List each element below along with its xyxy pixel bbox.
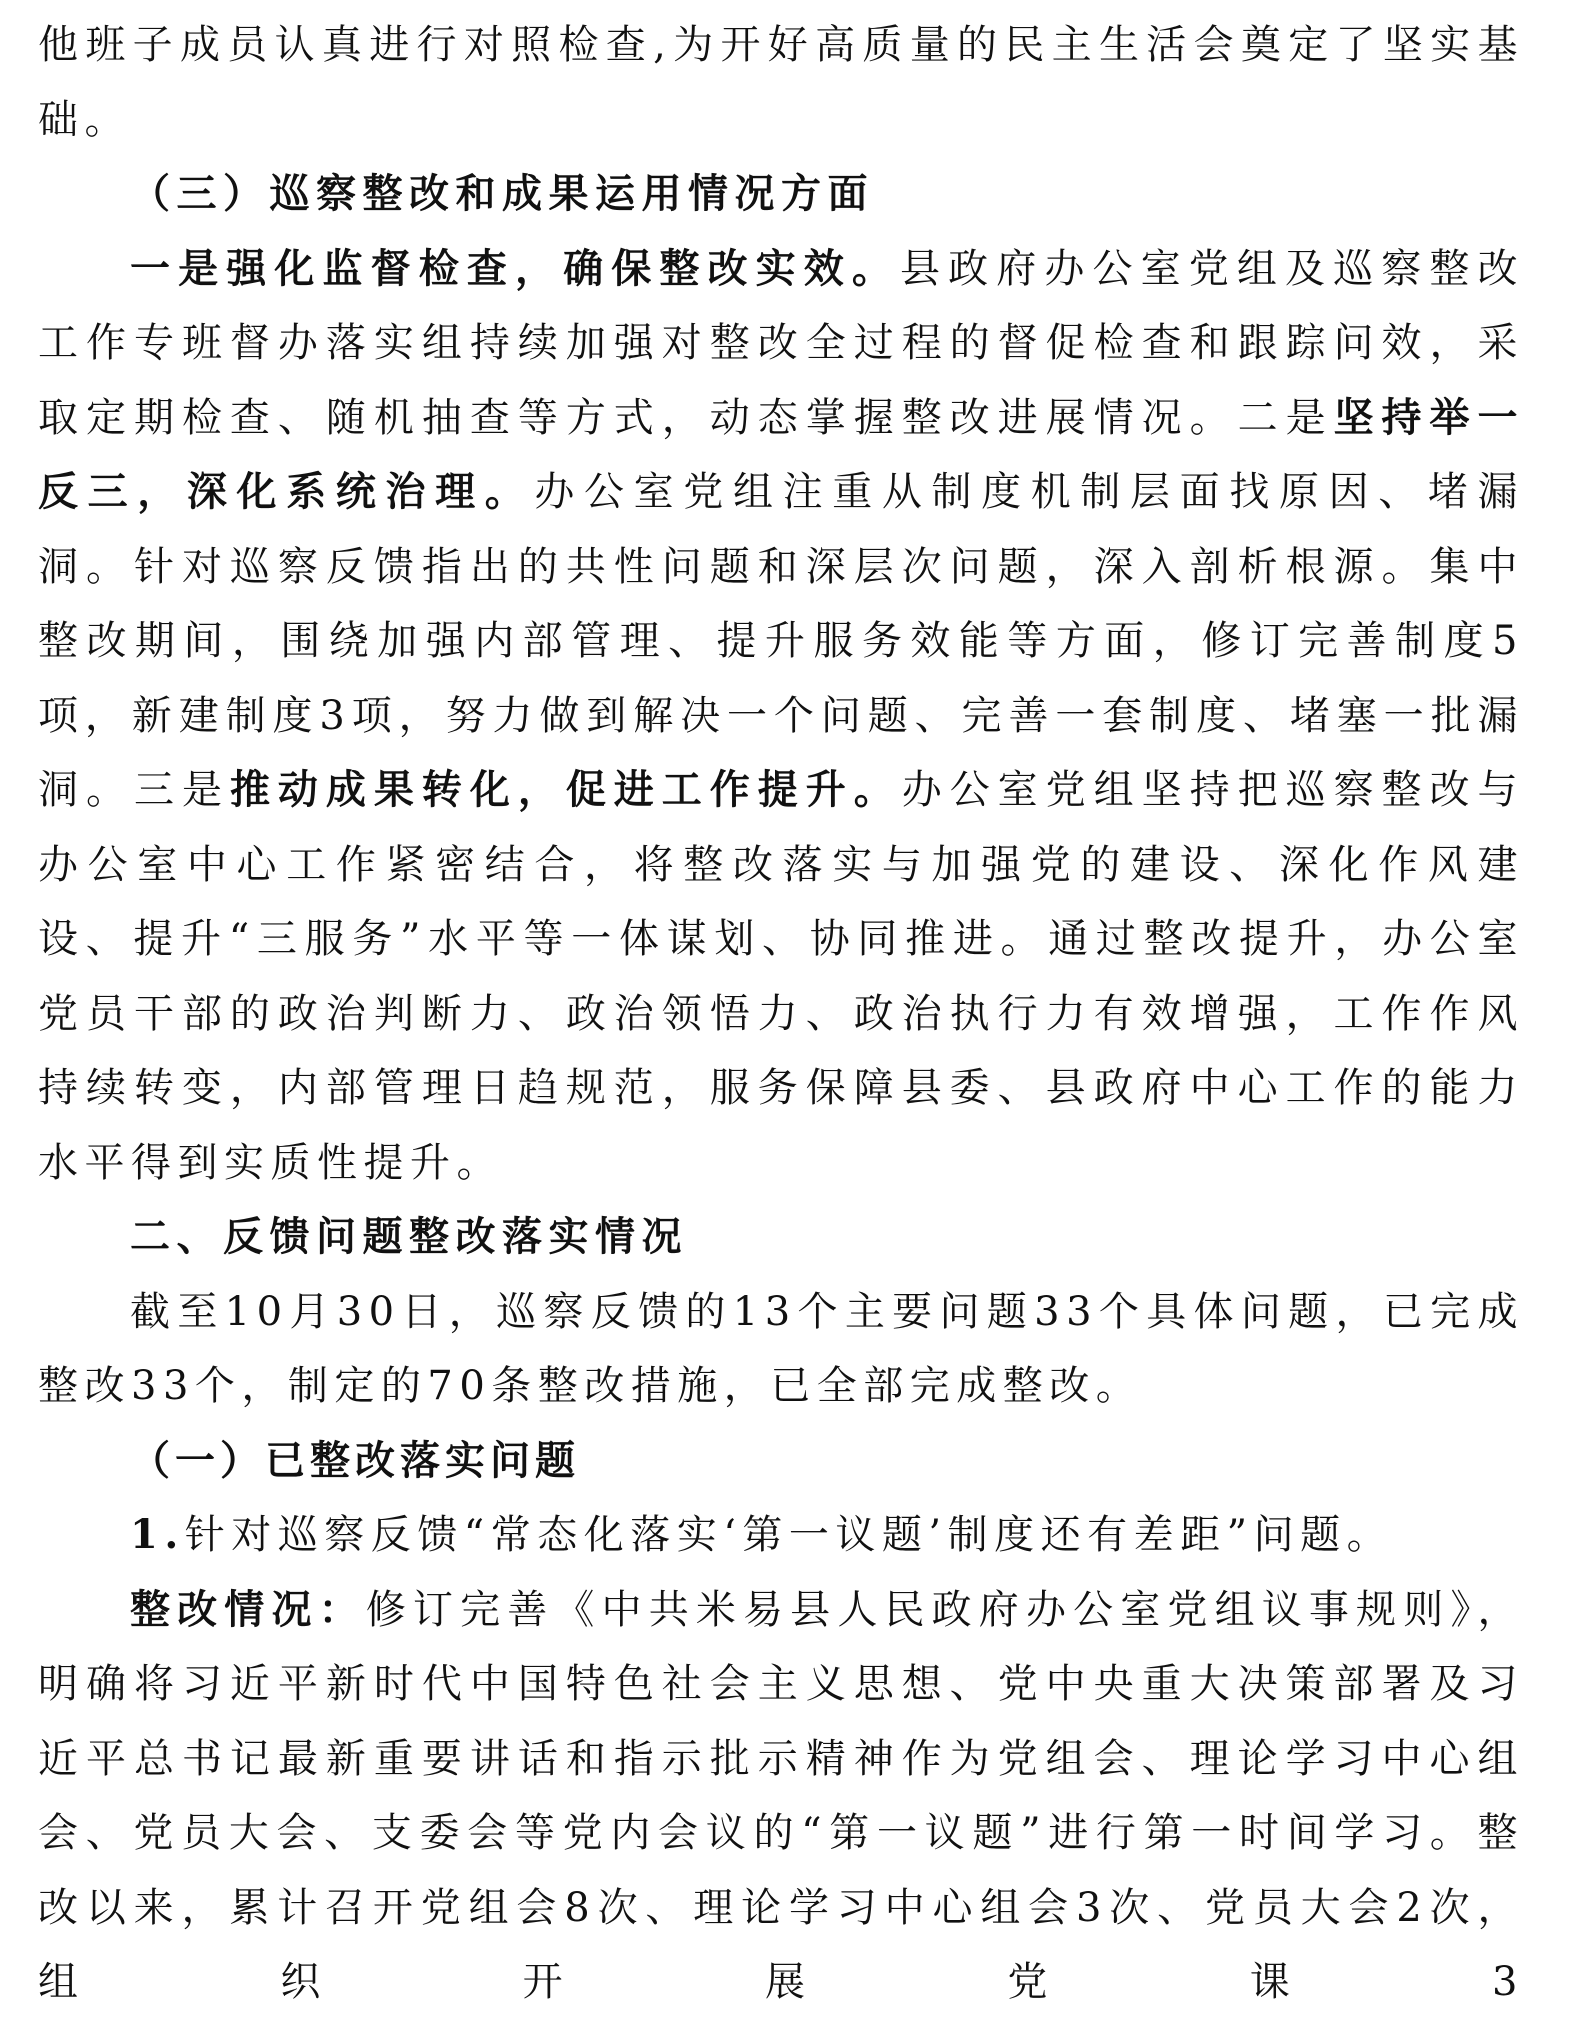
paragraph-rectification-status xyxy=(38,1573,1524,2020)
part-heading-2: 二、反馈问题整改落实情况 xyxy=(130,1213,688,1260)
paragraph-text-5: 办公室党组坚持把巡察整改与办公室中心工作紧密结合，将整改落实与加强党的建设、深化作风建设、提升“三服务”水平等一体谋划、协同推进。通过整改提升，办公室党员干部的政治判断力、政治领悟力、政治执行力有效增强，工作作风持续转变，内部管理日趋规范，服务保障县委、县政府中心工作的能力水平得到实质性提升。 xyxy=(38,767,1525,1186)
issue-number: 1. xyxy=(130,1511,185,1558)
subsection-heading-1: （一）已整改落实问题 xyxy=(130,1436,580,1484)
paragraph-rectification-measures xyxy=(38,232,1524,1201)
paragraph-continuation: 他班子成员认真进行对照检查,为开好高质量的民主生活会奠定了坚实基础。 xyxy=(38,22,1524,143)
status-text: 修订完善《中共米易县人民政府办公室党组议事规则》，明确将习近平新时代中国特色社会主义思想、党中央重大决策部署及习近平总书记最新重要讲话和指示批示精神作为党组会、理论学习中心组会、党员大会、支委会等党内会议的“第一议题”进行第一时间学习。整改以来，累计召开党组会8次、理论学习中心组会3次、党员大会2次，组织开展党课3 xyxy=(38,1586,1525,2005)
paragraph-issue-1 xyxy=(38,1498,1524,1573)
bold-lead-2: 坚持举一反三，深化系统治理。 xyxy=(38,393,1525,515)
paragraph-text-1: 县政府办公室党组及巡察整改工作专班督办落实组持续加强对整改全过程的督促检查和跟踪问效，采取定期检查、随机抽查等方式，动态掌握整改进展情况。 xyxy=(38,245,1524,441)
paragraph-text-2: 二是 xyxy=(1237,394,1334,441)
paragraph-progress-summary: 截至10月30日，巡察反馈的13个主要问题33个具体问题，已完成整改33个，制定的70条整改措施，已全部完成整改。 xyxy=(38,1288,1524,1409)
bold-lead-1: 一是强化监督检查，确保整改实效。 xyxy=(130,244,900,292)
bold-lead-3: 推动成果转化，促进工作提升。 xyxy=(229,766,902,813)
issue-text: 针对巡察反馈“常态化落实‘第一议题’制度还有差距”问题。 xyxy=(184,1512,1394,1558)
section-heading-3: （三）巡察整改和成果运用情况方面 xyxy=(130,170,874,217)
paragraph-text-3: 办公室党组注重从制度机制层面找原因、堵漏洞。针对巡察反馈指出的共性问题和深层次问题，深入剖析根源。集中整改期间，围绕加强内部管理、提升服务效能等方面，修订完善制度5项，新建制度3项，努力做到解决一个问题、完善一套制度、堵塞一批漏洞。 xyxy=(38,469,1525,813)
paragraph-text-4: 三是 xyxy=(133,767,230,813)
document-page xyxy=(38,8,1524,2020)
status-label: 整改情况： xyxy=(130,1585,366,1633)
